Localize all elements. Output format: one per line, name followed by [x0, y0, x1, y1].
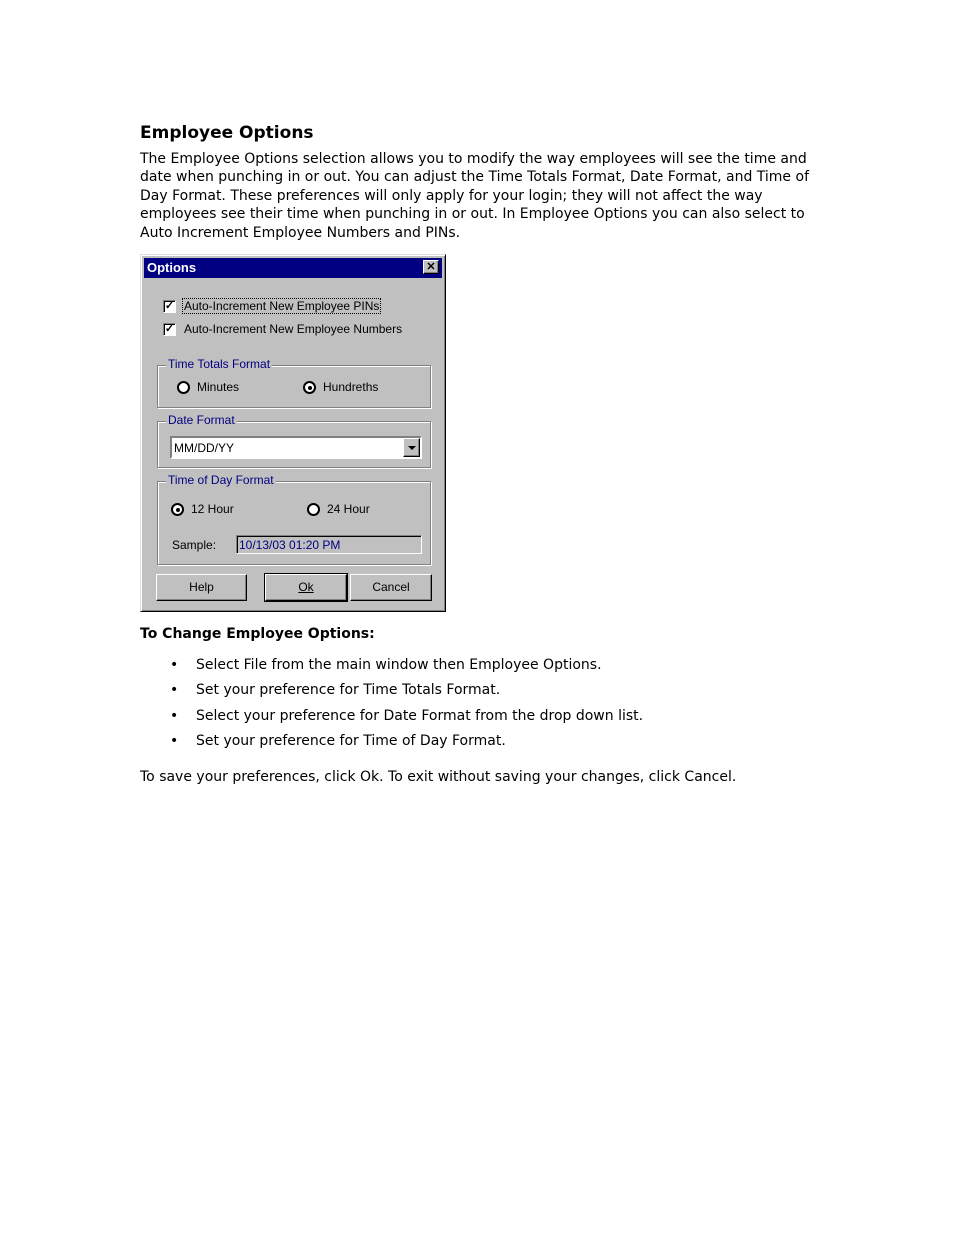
dropdown-arrow-icon[interactable]	[403, 438, 420, 457]
radio-icon	[307, 503, 320, 516]
steps-list	[140, 657, 643, 758]
time-of-day-format-label: Time of Day Format	[168, 473, 274, 487]
radio-icon	[177, 381, 190, 394]
checkmark-icon: ✓	[164, 323, 175, 335]
radio-selected-icon	[171, 503, 184, 516]
closing-paragraph: To save your preferences, click Ok. To exit without saving your changes, click Cancel.	[140, 769, 737, 785]
dialog-titlebar	[144, 258, 442, 278]
ok-button-label: Ok	[298, 580, 314, 594]
time-of-day-format-group	[157, 473, 431, 565]
time-totals-format-group	[157, 357, 431, 408]
sample-field	[236, 535, 422, 554]
date-format-select[interactable]	[170, 436, 422, 459]
auto-increment-numbers-label: Auto-Increment New Employee Numbers	[184, 322, 403, 336]
list-item	[140, 733, 643, 758]
options-dialog	[140, 254, 446, 612]
bullet-icon: •	[170, 707, 179, 724]
help-button[interactable]	[156, 574, 247, 601]
step-text: Select your preference for Date Format from the drop down list.	[196, 707, 644, 724]
cancel-button[interactable]	[350, 574, 432, 601]
step-text: Set your preference for Time Totals Format.	[196, 682, 501, 699]
radio-hundreths-label: Hundreths	[323, 380, 379, 394]
help-button-label: Help	[189, 580, 214, 594]
intro-paragraph: The Employee Options selection allows you to modify the way employees will see the time and date when punching in or out. You can adjust the Time Totals Format, Date Format, and Time of Day Format. These preferences will only apply for your login; they will not affect the way employees see their time when punching in or out. In Employee Options you can also select to Auto Increment Employee Numbers and PINs.	[140, 151, 809, 241]
cancel-button-label: Cancel	[372, 580, 410, 594]
list-item	[140, 657, 643, 682]
bullet-icon: •	[170, 657, 179, 673]
date-format-group	[157, 413, 431, 468]
radio-12-hour-label: 12 Hour	[191, 502, 234, 516]
bullet-icon: •	[170, 732, 179, 749]
list-item	[140, 682, 643, 707]
date-format-label: Date Format	[168, 413, 235, 427]
time-totals-format-label: Time Totals Format	[168, 357, 271, 371]
radio-selected-icon	[303, 381, 316, 394]
checkmark-icon: ✓	[164, 300, 175, 312]
sample-value: 10/13/03 01:20 PM	[239, 538, 341, 552]
radio-24-hour-label: 24 Hour	[327, 502, 370, 516]
close-icon: ✕	[426, 261, 436, 273]
bullet-icon: •	[170, 682, 179, 699]
radio-minutes-label: Minutes	[197, 380, 240, 394]
close-button[interactable]	[423, 260, 439, 274]
ok-button[interactable]	[265, 574, 347, 601]
steps-heading: To Change Employee Options:	[140, 626, 375, 642]
dialog-title: Options	[147, 260, 197, 275]
sample-label: Sample:	[172, 538, 217, 552]
list-item	[140, 708, 643, 733]
auto-increment-pins-label: Auto-Increment New Employee PINs	[184, 299, 380, 313]
date-format-value: MM/DD/YY	[174, 441, 234, 455]
step-text: Set your preference for Time of Day Format.	[196, 732, 506, 749]
section-heading: Employee Options	[140, 123, 314, 143]
step-text: Select File from the main window then Employee Options.	[196, 657, 602, 673]
